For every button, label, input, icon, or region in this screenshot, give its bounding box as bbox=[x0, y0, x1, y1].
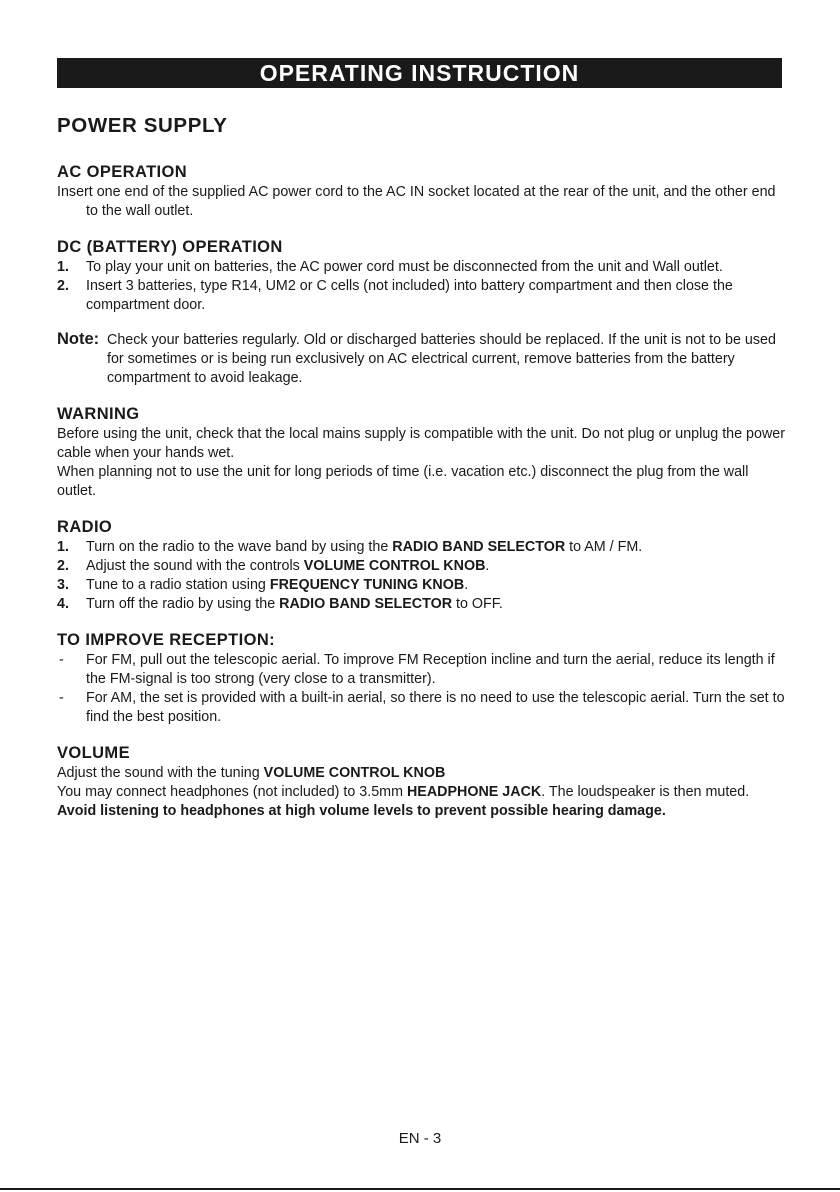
list-item-text: To play your unit on batteries, the AC power cord must be disconnected from the unit and Wall outlet. bbox=[86, 259, 723, 275]
list-item-text-post: . bbox=[485, 558, 490, 574]
section-title-warning: WARNING bbox=[57, 405, 140, 423]
warning-paragraph-2: When planning not to use the unit for long periods of time (i.e. vacation etc.) disconnect the plug from the wall outlet. bbox=[57, 464, 749, 499]
control-name: VOLUME CONTROL KNOB bbox=[263, 765, 446, 781]
volume-text-pre: Adjust the sound with the tuning bbox=[57, 765, 264, 781]
volume-paragraph-2 bbox=[57, 783, 785, 802]
note-text: Check your batteries regularly. Old or discharged batteries should be replaced. If the unit is not to be used for sometimes or is being run exclusively on AC electrical current, remove batteries from the battery compartment to avoid leakage. bbox=[107, 332, 776, 386]
list-item bbox=[57, 557, 785, 576]
page-content bbox=[57, 114, 785, 821]
list-number: 1. bbox=[57, 539, 69, 555]
list-item bbox=[57, 277, 785, 315]
list-item bbox=[57, 689, 785, 727]
list-item bbox=[57, 538, 785, 557]
control-name: RADIO BAND SELECTOR bbox=[392, 539, 566, 555]
section-title-radio: RADIO bbox=[57, 518, 113, 536]
list-number: 2. bbox=[57, 278, 69, 294]
list-dash: - bbox=[59, 652, 64, 668]
note-label: Note: bbox=[57, 330, 100, 348]
warning-paragraph-1: Before using the unit, check that the local mains supply is compatible with the unit. Do not plug or unplug the power cable when your hands wet. bbox=[57, 426, 785, 461]
volume-text-post: . The loudspeaker is then muted. bbox=[541, 784, 750, 800]
list-item-text: For AM, the set is provided with a built-in aerial, so there is no need to use the telescopic aerial. Turn the set to find the best position. bbox=[86, 690, 785, 725]
bottom-rule bbox=[0, 1188, 840, 1190]
list-item bbox=[57, 651, 785, 689]
list-number: 1. bbox=[57, 259, 69, 275]
list-item-text-pre: Adjust the sound with the controls bbox=[86, 558, 304, 574]
list-item-text: Insert 3 batteries, type R14, UM2 or C cells (not included) into battery compartment and then close the compartment door. bbox=[86, 278, 733, 313]
list-number: 3. bbox=[57, 577, 69, 593]
hearing-warning: Avoid listening to headphones at high volume levels to prevent possible hearing damage. bbox=[57, 803, 666, 819]
list-item-text-post: to AM / FM. bbox=[565, 539, 643, 555]
list-item-text-post: to OFF. bbox=[452, 596, 503, 612]
list-item-text-post: . bbox=[464, 577, 469, 593]
volume-text-pre: You may connect headphones (not included) to 3.5mm bbox=[57, 784, 407, 800]
page-banner: OPERATING INSTRUCTION bbox=[57, 58, 782, 88]
ac-operation-text: Insert one end of the supplied AC power cord to the AC IN socket located at the rear of the unit, and the other end to the wall outlet. bbox=[57, 184, 776, 219]
section-title-volume: VOLUME bbox=[57, 744, 130, 762]
page-number: EN - 3 bbox=[398, 1130, 442, 1147]
battery-note bbox=[57, 331, 785, 388]
volume-paragraph-1 bbox=[57, 764, 785, 783]
list-number: 2. bbox=[57, 558, 69, 574]
list-item-text-pre: Turn on the radio to the wave band by using the bbox=[86, 539, 393, 555]
list-dash: - bbox=[59, 690, 64, 706]
subsection-title-ac: AC OPERATION bbox=[57, 163, 188, 181]
list-item bbox=[57, 595, 785, 614]
list-item bbox=[57, 258, 785, 277]
section-title-reception: TO IMPROVE RECEPTION: bbox=[57, 631, 276, 649]
control-name: FREQUENCY TUNING KNOB bbox=[269, 577, 465, 593]
list-item bbox=[57, 576, 785, 595]
subsection-title-dc: DC (BATTERY) OPERATION bbox=[57, 238, 283, 256]
control-name: RADIO BAND SELECTOR bbox=[279, 596, 453, 612]
list-item-text-pre: Turn off the radio by using the bbox=[86, 596, 280, 612]
section-title-power-supply: POWER SUPPLY bbox=[57, 114, 228, 137]
list-item-text-pre: Tune to a radio station using bbox=[86, 577, 270, 593]
control-name: HEADPHONE JACK bbox=[406, 784, 542, 800]
control-name: VOLUME CONTROL KNOB bbox=[303, 558, 486, 574]
list-number: 4. bbox=[57, 596, 69, 612]
list-item-text: For FM, pull out the telescopic aerial. To improve FM Reception incline and turn the aerial, reduce its length if the FM-signal is too strong (very close to a transmitter). bbox=[86, 652, 775, 687]
